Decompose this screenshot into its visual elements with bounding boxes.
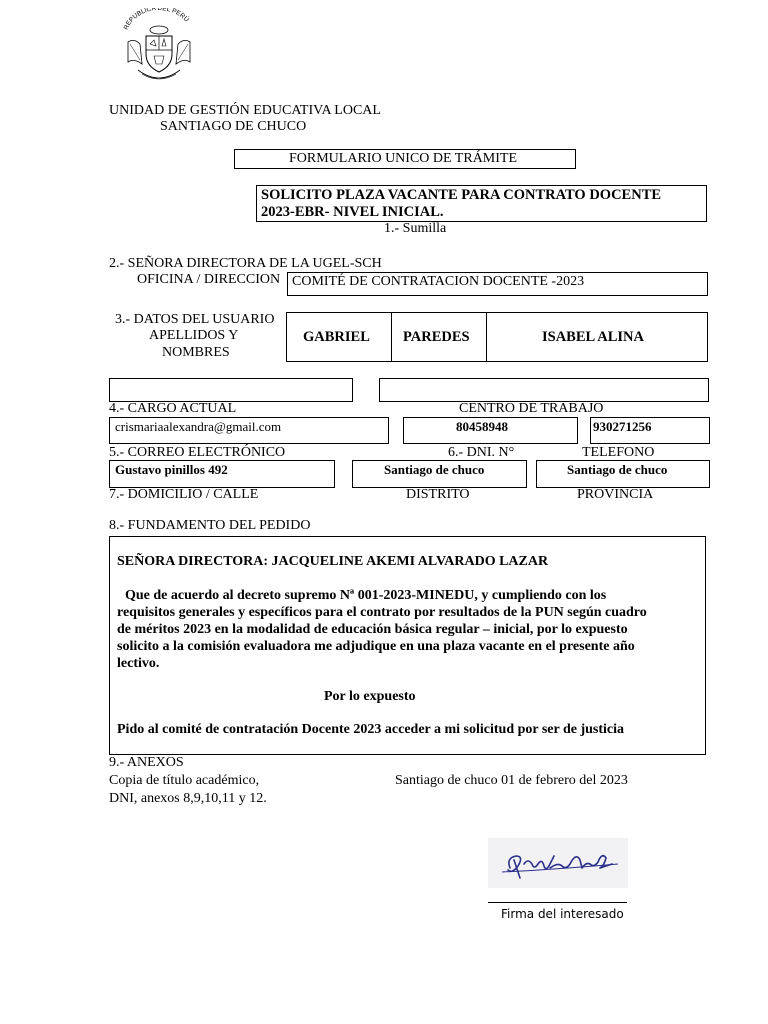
sumilla-label: 1.- Sumilla [384,221,447,236]
distrito-label: DISTRITO [406,487,470,502]
signature-image [488,838,628,888]
correo-field [109,417,389,444]
names-divider-1 [391,313,392,361]
telefono-field [590,417,710,444]
anexos-label: 9.- ANEXOS [109,755,184,770]
fundamento-salutation: SEÑORA DIRECTORA: JACQUELINE AKEMI ALVARADO LAZAR [117,554,549,569]
por-lo-expuesto: Por lo expuesto [324,689,416,704]
dni-field [403,417,578,444]
names-divider-2 [486,313,487,361]
names-table [286,312,708,362]
oficina-value: COMITÉ DE CONTRATACION DOCENTE -2023 [292,274,585,289]
centro-label: CENTRO DE TRABAJO [459,401,604,416]
provincia-value: Santiago de chuco [567,462,668,477]
fundamento-body-line5: lectivo. [117,656,160,671]
fundamento-label: 8.- FUNDAMENTO DEL PEDIDO [109,518,311,533]
fundamento-body-line4: solicito a la comisión evaluadora me adjudique en una plaza vacante en el presente año [117,639,635,654]
dni-label: 6.- DNI. N° [448,445,515,460]
telefono-label: TELEFONO [582,445,655,460]
oficina-label: OFICINA / DIRECCION [137,272,281,287]
domicilio-label: 7.- DOMICILIO / CALLE [109,487,259,502]
form-title-box [234,149,576,169]
svg-text:REPUBLICA DEL PERÚ: REPUBLICA DEL PERÚ [122,8,190,31]
section3-label-line2: APELLIDOS Y [149,328,239,343]
sumilla-box [256,185,707,222]
fundamento-body-line1: Que de acuerdo al decreto supremo Nª 001-2023-MINEDU, y cumpliendo con los [125,588,607,603]
dni-value: 80458948 [456,419,508,434]
distrito-field [352,460,527,488]
correo-label: 5.- CORREO ELECTRÓNICO [109,445,286,460]
centro-field [379,378,709,402]
header-location: SANTIAGO DE CHUCO [160,119,307,134]
coat-of-arms-seal [118,8,200,84]
provincia-label: PROVINCIA [577,487,654,502]
distrito-value: Santiago de chuco [384,462,485,477]
domicilio-field [109,460,335,488]
sumilla-line2: 2023-EBR- NIVEL INICIAL. [261,204,444,220]
section3-label-line3: NOMBRES [162,345,230,360]
cargo-label: 4.- CARGO ACTUAL [109,401,237,416]
anexos-line2: DNI, anexos 8,9,10,11 y 12. [109,791,267,806]
cargo-field [109,378,353,402]
provincia-field [536,460,710,488]
fundamento-body-line3: de méritos 2023 en la modalidad de educación básica regular – inicial, por lo expuesto [117,622,628,637]
date-place: Santiago de chuco 01 de febrero del 2023 [395,773,628,788]
section3-label-line1: 3.- DATOS DEL USUARIO [115,312,275,327]
oficina-field [287,272,708,296]
sumilla-line1: SOLICITO PLAZA VACANTE PARA CONTRATO DOCENTE [261,187,662,203]
nombres: ISABEL ALINA [542,329,644,345]
apellido-paterno: GABRIEL [303,329,370,345]
anexos-line1: Copia de título académico, [109,773,260,788]
fundamento-box [109,536,706,755]
header-institution: UNIDAD DE GESTIÓN EDUCATIVA LOCAL [109,103,381,118]
apellido-materno: PAREDES [403,329,470,345]
fundamento-body-line2: requisitos generales y específicos para el contrato por resultados de la PUN según cuadro [117,605,647,620]
form-title: FORMULARIO UNICO DE TRÁMITE [289,151,518,166]
correo-value: crismariaalexandra@gmail.com [115,419,282,434]
signature-line [488,902,627,903]
fundamento-closing: Pido al comité de contratación Docente 2023 acceder a mi solicitud por ser de justicia [117,722,625,737]
section2-label: 2.- SEÑORA DIRECTORA DE LA UGEL-SCH [109,256,382,271]
signature-caption: Firma del interesado [501,907,624,921]
domicilio-value: Gustavo pinillos 492 [115,462,228,477]
telefono-value: 930271256 [593,419,652,434]
